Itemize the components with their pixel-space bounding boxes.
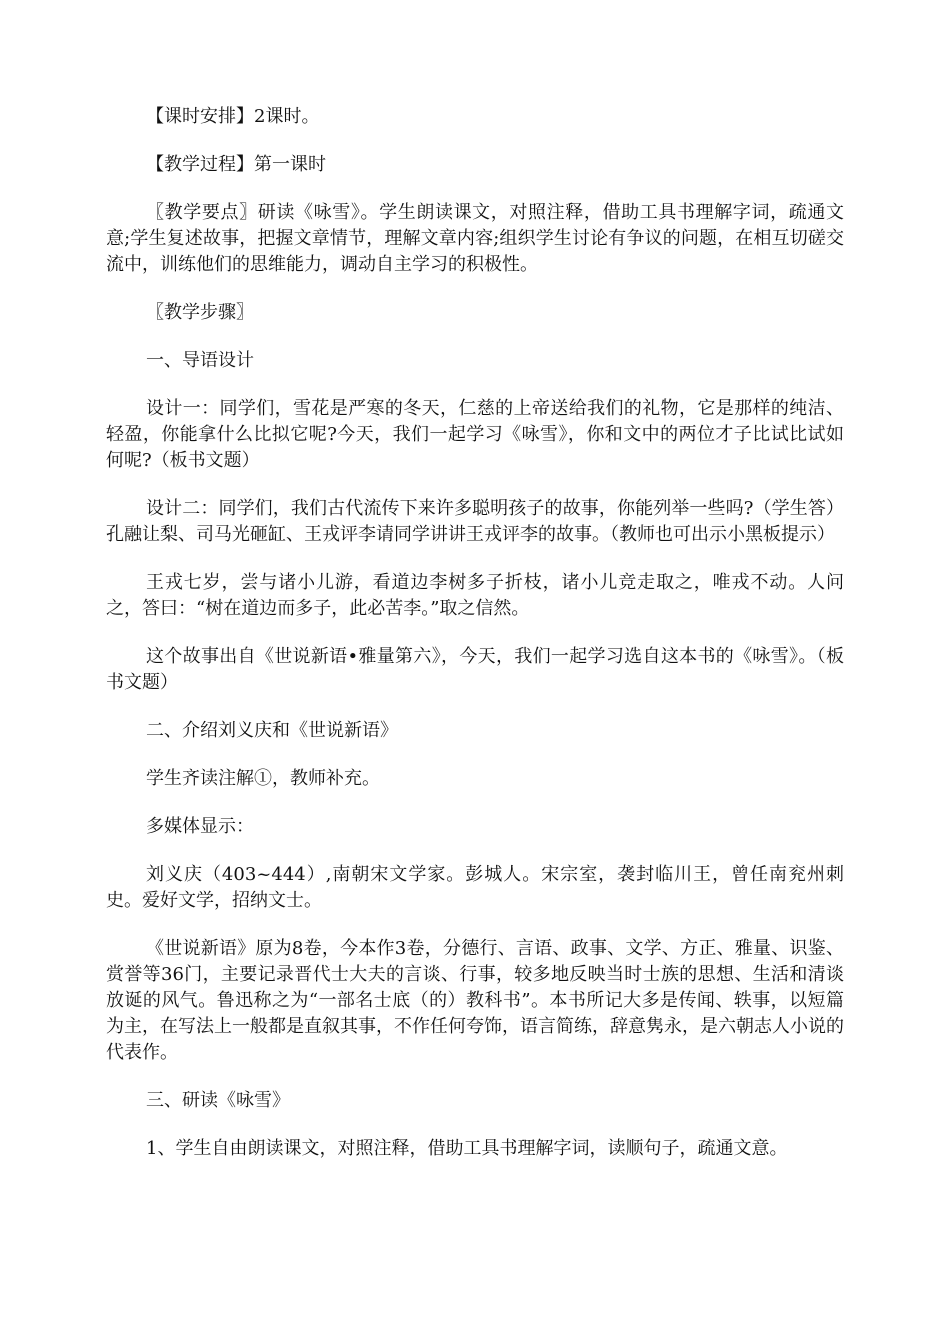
section-heading-intro-design: 一、导语设计: [146, 350, 254, 371]
lesson-schedule: 【课时安排】2课时。: [146, 106, 320, 127]
read-notes: 学生齐读注解①，教师补充。: [146, 768, 380, 789]
section-heading-author-intro: 二、介绍刘义庆和《世说新语》: [146, 720, 398, 741]
document-body: [106, 104, 844, 1184]
author-bio: 刘义庆（403~444）,南朝宋文学家。彭城人。宋宗室，袭封临川王，曾任南兖州刺史。爱好文学，招纳文士。: [106, 864, 844, 911]
step-one-reading: 1、学生自由朗读课文，对照注释，借助工具书理解字词，读顺句子，疏通文意。: [146, 1138, 788, 1159]
design-two: 设计二：同学们，我们古代流传下来许多聪明孩子的故事，你能列举一些吗?（学生答）孔融让梨、司马光砸缸、王戎评李请同学讲讲王戎评李的故事。（教师也可出示小黑板提示）: [106, 498, 844, 545]
story-source: 这个故事出自《世说新语•雅量第六》，今天，我们一起学习选自这本书的《咏雪》。（板书文题）: [106, 646, 844, 693]
wangrong-story: 王戎七岁，尝与诸小儿游，看道边李树多子折枝，诸小儿竞走取之，唯戎不动。人问之，答曰：“树在道边而多子，此必苦李。”取之信然。: [106, 572, 844, 619]
design-one: 设计一：同学们，雪花是严寒的冬天，仁慈的上帝送给我们的礼物，它是那样的纯洁、轻盈，你能拿什么比拟它呢?今天，我们一起学习《咏雪》，你和文中的两位才子比试比试如何呢?（板书文题）: [106, 398, 844, 471]
book-description: 《世说新语》原为8卷，今本作3卷，分德行、言语、政事、文学、方正、雅量、识鉴、赏誉等36门，主要记录晋代士大夫的言谈、行事，较多地反映当时士族的思想、生活和清谈放诞的风气。鲁迅称之为“一部名士底（的）教科书”。本书所记大多是传闻、轶事，以短篇为主，在写法上一般都是直叙其事，不作任何夸饰，语言简练，辞意隽永，是六朝志人小说的代表作。: [106, 938, 844, 1063]
section-heading-study-text: 三、研读《咏雪》: [146, 1090, 290, 1111]
teaching-steps-heading: 〖教学步骤〗: [146, 302, 254, 323]
multimedia-display: 多媒体显示：: [146, 816, 254, 837]
teaching-points: 〖教学要点〗研读《咏雪》。学生朗读课文，对照注释，借助工具书理解字词，疏通文意;学生复述故事，把握文章情节，理解文章内容;组织学生讨论有争议的问题，在相互切磋交流中，训练他们的思维能力，调动自主学习的积极性。: [106, 202, 844, 275]
teaching-process-heading: 【教学过程】第一课时: [146, 154, 326, 175]
